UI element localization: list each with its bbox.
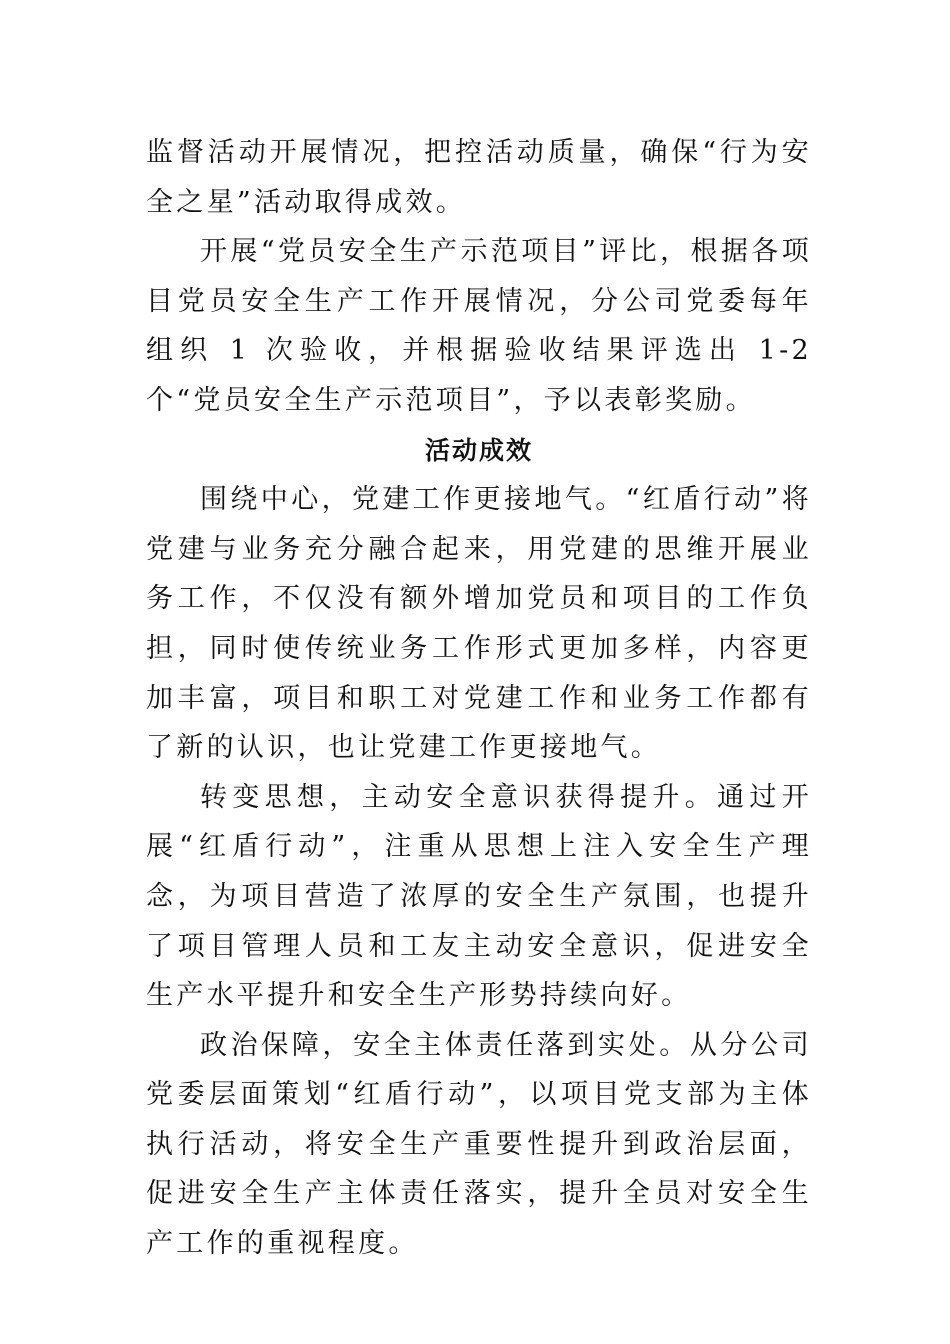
paragraph-results-3 bbox=[146, 1021, 812, 1269]
section-heading: 活动成效 bbox=[424, 435, 533, 465]
paragraph-demo-project-evaluation: 开展“党员安全生产示范项目”评比，根据各项目党员安全生产工作开展情况，分公司党委每年组织 1 次验收，并根据验收结果评选出 1-2 个“党员安全生产示范项目”，予以表彰奖励。 bbox=[146, 236, 812, 416]
paragraph-lead: 围绕中心，党建工作更接地气。 bbox=[200, 484, 626, 516]
paragraph-lead: 政治保障，安全主体责任落到实处。 bbox=[200, 1029, 690, 1061]
paragraph-results-1 bbox=[146, 475, 812, 773]
paragraph-body: 从分公司党委层面策划“红盾行动”，以项目党支部为主体执行活动，将安全生产重要性提升到政治层面，促进安全生产主体责任落实，提升全员对安全生产工作的重视程度。 bbox=[146, 1029, 812, 1260]
paragraph-lead: 转变思想，主动安全意识获得提升。 bbox=[200, 781, 718, 813]
paragraph-results-2 bbox=[146, 773, 812, 1021]
paragraph-body: “红盾行动”将党建与业务充分融合起来，用党建的思维开展业务工作，不仅没有额外增加党员和项目的工作负担，同时使传统业务工作形式更加多样，内容更加丰富，项目和职工对党建工作和业务工作都有了新的认识，也让党建工作更接地气。 bbox=[146, 484, 812, 764]
paragraph-continuation: 监督活动开展情况，把控活动质量，确保“行为安全之星”活动取得成效。 bbox=[146, 137, 812, 218]
paragraph-body: 通过开展“红盾行动”，注重从思想上注入安全生产理念，为项目营造了浓厚的安全生产氛围，也提升了项目管理人员和工友主动安全意识，促进安全生产水平提升和安全生产形势持续向好。 bbox=[146, 781, 812, 1012]
document-page bbox=[146, 128, 812, 1269]
